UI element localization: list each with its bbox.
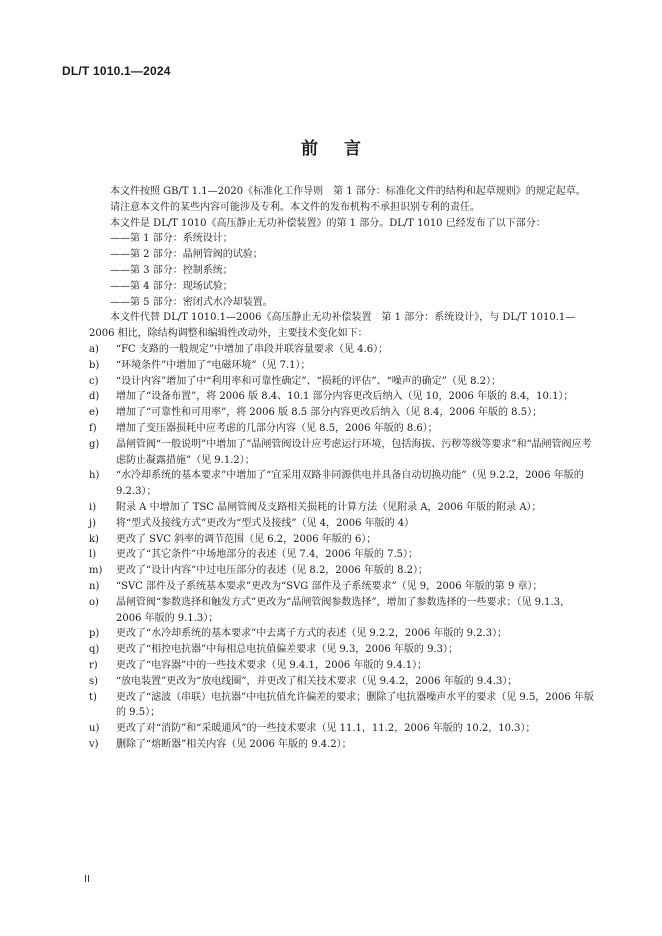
change-item [89,721,595,737]
change-item [89,342,595,358]
change-item [89,626,595,642]
change-label: r) [89,659,98,671]
change-item [89,674,595,690]
change-label: t) [89,691,97,703]
parts-list [89,231,595,310]
change-label: f) [89,422,97,434]
change-item [89,389,595,405]
change-text: 更改了“水冷却系统的基本要求”中去离子方式的表述（见 9.2.2，2006 年版的 9.2.3）； [116,628,508,640]
change-item [89,547,595,563]
change-text: 更改了“设计内容”中过电压部分的表述（见 8.2，2006 年版的 8.2）； [116,565,429,577]
change-label: o) [89,596,99,608]
paragraph-parts-intro: 本文件是 DL/T 1010《高压静止无功补偿装置》的第 1 部分。DL/T 1010 已经发布了以下部分： [110,217,546,229]
change-text: 更改了“滤波（串联）电抗器”中电抗值允许偏差的要求；删除了电抗器噪声水平的要求（见 9.5，2006 年版的 9.5）； [116,691,594,719]
change-text: 将“型式及接线方式”更改为“型式及接线”（见 4，2006 年版的 4） [116,517,415,529]
change-item [89,737,595,753]
change-item [89,595,595,627]
change-text: 附录 A 中增加了 TSC 晶闸管阀及支路相关损耗的计算方法（见附录 A，2006 年版的附录 A）； [116,501,542,513]
change-label: c) [89,375,99,387]
change-label: k) [89,533,99,545]
list-item: ——第 3 部分：控制系统； [110,264,233,276]
changes-list [89,342,595,753]
page-title: 前言 [301,139,387,159]
change-item [89,690,595,722]
change-item [89,405,595,421]
list-item: ——第 2 部分：晶闸管阀的试验； [110,249,263,261]
change-item [89,563,595,579]
change-label: m) [89,565,103,577]
list-item: ——第 4 部分：现场试验； [110,280,233,292]
change-item [89,532,595,548]
change-label: p) [89,628,100,640]
paragraph-patent-notice: 请注意本文件的某些内容可能涉及专利。本文件的发布机构不承担识别专利的责任。 [110,201,480,213]
change-item [89,642,595,658]
change-text: 更改了 SVC 斜率的调节范围（见 6.2，2006 年版的 6）； [116,533,377,545]
list-item: ——第 1 部分：系统设计； [110,233,233,245]
change-text: 增加了“设备布置”，将 2006 版 8.4、10.1 部分内容更改后纳入（见 10，2006 年版的 8.4，10.1）； [116,391,574,403]
change-label: d) [89,391,100,403]
change-label: j) [89,517,97,529]
change-item [89,437,595,469]
change-item [89,579,595,595]
change-text: 增加了“可靠性和可用率”，将 2006 版 8.5 部分内容更改后纳入（见 8.4，2006 年版的 8.5）； [116,407,543,419]
change-text: “SVC 部件及子系统基本要求”更改为“SVG 部件及子系统要求”（见 9，2006 年版的第 9 章）； [116,580,543,592]
page-number: II [84,874,90,885]
change-text: 更改了“其它条件”中场地部分的表述（见 7.4，2006 年版的 7.5）； [116,549,419,561]
change-label: l) [89,549,97,561]
change-label: q) [89,644,100,656]
change-label: g) [89,438,100,450]
paragraph-replacement: 本文件代替 DL/T 1010.1—2006《高压静止无功补偿装置 第 1 部分：系统设计》，与 DL/T 1010.1—2006 相比，除结构调整和编辑性改动外，主要技术变化如下： [89,312,576,340]
change-label: s) [89,675,99,687]
foreword-body [89,184,595,753]
change-label: h) [89,470,100,482]
change-text: 晶闸管阀“参数选择和触发方式”更改为“晶闸管阀参数选择”，增加了参数选择的一些要求；（见 9.1.3，2006 年版的 9.1.3）； [116,596,571,624]
change-text: 更改了对“消防”和“采暖通风”的一些技术要求（见 11.1，11.2，2006 年版的 10.2，10.3）； [116,723,536,735]
change-label: b) [89,359,100,371]
change-text: “环境条件”中增加了“电磁环境”（见 7.1）； [116,359,311,371]
list-item: ——第 5 部分：密闭式水冷却装置。 [110,296,273,308]
change-text: “水冷却系统的基本要求”中增加了“宜采用双路非同源供电并具备自动切换功能”（见 9.2.2，2006 年版的 9.2.3）； [116,470,584,498]
change-text: 更改了“相控电抗器”中每相总电抗值偏差要求（见 9.3，2006 年版的 9.3）； [116,644,459,656]
change-text: “设计内容”增加了中“利用率和可靠性确定”、“损耗的评估”、“噪声的确定”（见 8.2）； [116,375,501,387]
change-text: “FC 支路的一般规定”中增加了串段并联容量要求（见 4.6）； [116,343,389,355]
change-item [89,421,595,437]
change-label: e) [89,407,99,419]
change-item [89,358,595,374]
change-label: u) [89,723,100,735]
change-text: 更改了“电容器”中的一些技术要求（见 9.4.1，2006 年版的 9.4.1）； [116,659,428,671]
change-text: 晶闸管阀“一般说明”中增加了“晶闸管阀设计应考虑运行环境，包括海拔、污秽等级等要求”和“晶闸管阀应考虑防止凝露措施”（见 9.1.2）； [116,438,592,466]
change-text: 删除了“熔断器”相关内容（见 2006 年版的 9.4.2）； [116,738,352,750]
change-item [89,468,595,500]
change-item [89,658,595,674]
change-item [89,374,595,390]
change-item [89,500,595,516]
change-item [89,516,595,532]
change-label: i) [89,501,97,513]
change-label: a) [89,343,99,355]
change-text: “放电装置”更改为“放电线圈”，并更改了相关技术要求（见 9.4.2，2006 年版的 9.4.3）； [116,675,518,687]
change-text: 增加了变压器损耗中应考虑的几部分内容（见 8.5，2006 年版的 8.6）； [116,422,438,434]
change-label: v) [89,738,99,750]
document-number: DL/T 1010.1—2024 [62,64,171,78]
change-label: n) [89,580,100,592]
paragraph-drafting-rules: 本文件按照 GB/T 1.1—2020《标准化工作导则 第 1 部分：标准化文件的结构和起草规则》的规定起草。 [110,186,586,197]
